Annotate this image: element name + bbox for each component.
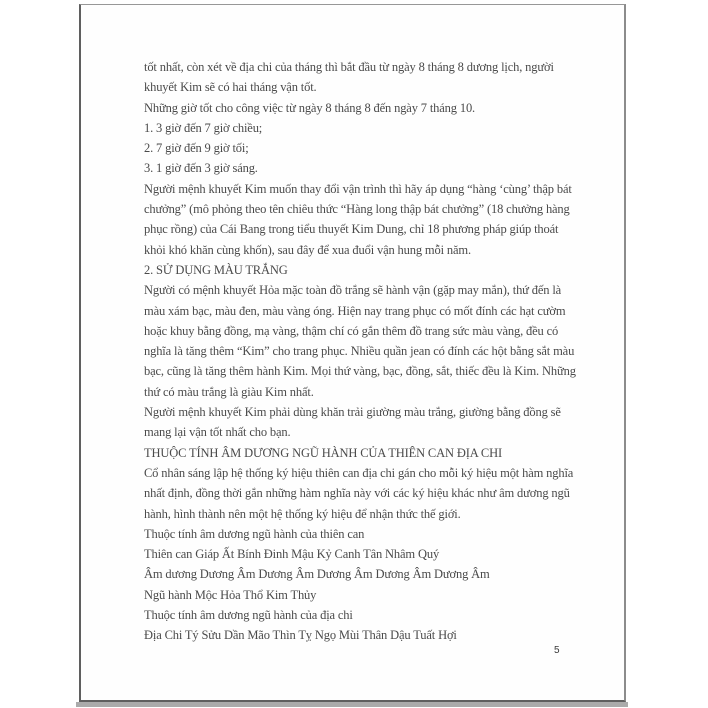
section-heading: THUỘC TÍNH ÂM DƯƠNG NGŨ HÀNH CỦA THIÊN CAN ĐỊA CHI (144, 445, 502, 460)
page-shadow (76, 702, 628, 707)
section-heading: 2. SỬ DỤNG MÀU TRẮNG (144, 262, 288, 277)
text-line: hoặc khuy bằng đồng, mạ vàng, thậm chí có gắn thêm đồ trang sức màu vàng, đều có (144, 323, 559, 338)
text-line: thứ có màu trắng là giàu Kim nhất. (144, 384, 314, 399)
text-line: màu xám bạc, màu đen, màu vàng óng. Hiện nay trang phục có mốt đính các hạt cườm (144, 303, 566, 318)
text-line: Những giờ tốt cho công việc từ ngày 8 tháng 8 đến ngày 7 tháng 10. (144, 100, 476, 115)
text-line: mang lại vận tốt nhất cho bạn. (144, 425, 291, 440)
page-text (144, 57, 584, 646)
book-page (79, 4, 626, 702)
text-line: bạc, cũng là tăng thêm hành Kim. Mọi thứ vàng, bạc, đồng, sắt, thiếc đều là Kim. Những (144, 364, 576, 379)
text-line: 3. 1 giờ đến 3 giờ sáng. (144, 161, 258, 176)
text-line: Cổ nhân sáng lập hệ thống ký hiệu thiên can địa chi gán cho mỗi ký hiệu một hàm nghĩa (144, 465, 574, 480)
text-line: Người mệnh khuyết Kim muốn thay đổi vận trình thì hãy áp dụng “hàng ‘cùng’ thập bát (144, 181, 572, 196)
text-line: nhất định, đồng thời gắn những hàm nghĩa này với các ký hiệu khác như âm dương ngũ (144, 486, 570, 501)
text-line: Thuộc tính âm dương ngũ hành của thiên can (144, 526, 365, 541)
text-line: Thuộc tính âm dương ngũ hành của địa chi (144, 608, 353, 623)
text-line: Âm dương Dương Âm Dương Âm Dương Âm Dương Âm Dương Âm (144, 567, 490, 582)
text-line: hành, hình thành nên một hệ thống ký hiệu để nhận thức thế giới. (144, 506, 461, 521)
text-line: Người mệnh khuyết Kim phải dùng khăn trải giường màu trắng, giường bằng đồng sẽ (144, 405, 561, 420)
text-line: Địa Chi Tý Sửu Dần Mão Thìn Tỵ Ngọ Mùi Thân Dậu Tuất Hợi (144, 628, 457, 643)
text-line: chưởng” (mô phỏng theo tên chiêu thức “Hàng long thập bát chưởng” (18 chưởng hàng (144, 202, 570, 217)
text-line: 2. 7 giờ đến 9 giờ tối; (144, 141, 249, 156)
page-number: 5 (554, 645, 560, 656)
text-line: Thiên can Giáp Ất Bính Đinh Mậu Kỷ Canh Tân Nhâm Quý (144, 547, 440, 562)
text-line: Ngũ hành Mộc Hỏa Thổ Kim Thủy (144, 587, 317, 602)
text-line: khỏi khó khăn cùng khốn), sau đây để xua đuổi vận hung mỗi năm. (144, 242, 471, 257)
text-line: phục rồng) của Cái Bang trong tiểu thuyết Kim Dung, chỉ 18 phương pháp giúp thoát (144, 222, 559, 237)
text-line: nghĩa là tăng thêm “Kim” cho trang phục. Nhiều quần jean có đính các hột bằng sắt màu (144, 344, 575, 359)
text-line: Người có mệnh khuyết Hỏa mặc toàn đồ trắng sẽ hành vận (gặp may mắn), thứ đến là (144, 283, 562, 298)
text-line: tốt nhất, còn xét về địa chi của tháng thì bắt đầu từ ngày 8 tháng 8 dương lịch, người (144, 60, 554, 74)
text-line: khuyết Kim sẽ có hai tháng vận tốt. (144, 80, 317, 95)
text-line: 1. 3 giờ đến 7 giờ chiều; (144, 120, 263, 135)
